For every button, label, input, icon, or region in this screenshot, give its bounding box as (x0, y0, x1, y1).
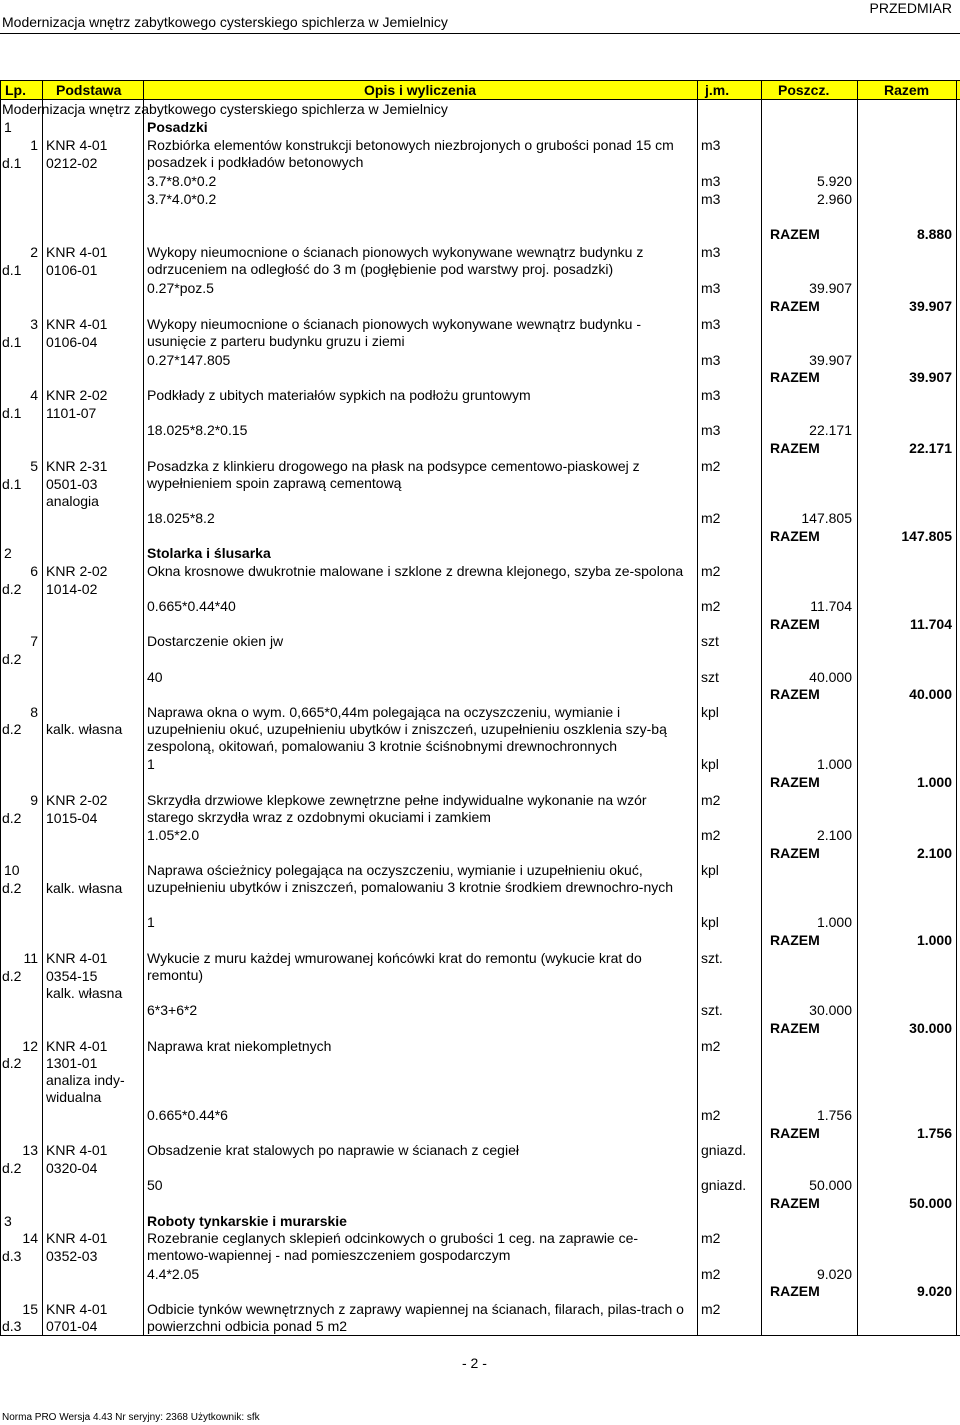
grid-line (143, 80, 144, 1335)
item-podstawa: analogia (46, 493, 99, 509)
item-podstawa: KNR 4-01 (46, 950, 108, 966)
calc-unit: m3 (701, 280, 721, 296)
item-podstawa: 0212-02 (46, 155, 98, 171)
razem-value: 50.000 (909, 1195, 952, 1211)
calc-value: 30.000 (809, 1002, 852, 1018)
calc-value: 1.000 (816, 756, 852, 772)
calc-unit: m2 (701, 598, 721, 614)
item-podstawa: KNR 2-02 (46, 792, 108, 808)
item-unit: m3 (701, 387, 721, 403)
calc-unit: kpl (701, 756, 719, 772)
column-header-row (0, 80, 960, 100)
calc-expression: 1.05*2.0 (147, 827, 200, 843)
item-lp: 11 (23, 950, 38, 966)
section-title: Posadzki (147, 119, 208, 135)
calc-expression: 50 (147, 1177, 163, 1193)
calc-unit: kpl (701, 914, 719, 930)
calc-value: 5.920 (816, 173, 852, 189)
header-divider (0, 33, 960, 34)
section-number: 3 (4, 1213, 12, 1229)
item-section-ref: d.1 (2, 334, 22, 350)
item-podstawa: KNR 4-01 (46, 244, 108, 260)
page-number: - 2 - (462, 1355, 487, 1371)
software-footer: Norma PRO Wersja 4.43 Nr seryjny: 2368 Użytkownik: sfk (2, 1412, 260, 1423)
item-description: Naprawa krat niekompletnych (147, 1038, 332, 1054)
calc-expression: 1 (147, 914, 155, 930)
calc-unit: gniazd. (701, 1177, 747, 1193)
item-description: Odbicie tynków wewnętrznych z zaprawy wapiennej na ścianach, filarach, pilas-trach o powierzchni odbicia ponad 5 m2 (147, 1301, 684, 1334)
razem-label: RAZEM (770, 774, 820, 790)
item-podstawa: KNR 4-01 (46, 316, 108, 332)
razem-value: 40.000 (909, 686, 952, 702)
item-podstawa: analiza indy- (46, 1072, 125, 1088)
item-unit: m3 (701, 316, 721, 332)
grid-line (697, 80, 698, 1335)
razem-value: 9.020 (916, 1283, 952, 1299)
calc-value: 39.907 (809, 280, 852, 296)
section-number: 1 (4, 119, 12, 135)
item-lp: 7 (30, 633, 38, 649)
razem-value: 2.100 (916, 845, 952, 861)
doc-type: PRZEDMIAR (869, 0, 952, 16)
item-description: Naprawa ościeżnicy polegająca na oczyszczeniu, wymianie i uzupełnieniu okuć, uzupełnieniu ubytków i zniszczeń, pomalowaniu 3 krotnie środkiem drewnochro-nych (147, 862, 674, 895)
calc-unit: m2 (701, 1107, 721, 1123)
razem-label: RAZEM (770, 845, 820, 861)
calc-unit: m2 (701, 1266, 721, 1282)
razem-value: 39.907 (909, 298, 952, 314)
calc-unit: m3 (701, 422, 721, 438)
razem-value: 147.805 (901, 528, 952, 544)
razem-label: RAZEM (770, 369, 820, 385)
item-podstawa: KNR 4-01 (46, 1301, 108, 1317)
item-unit: m2 (701, 1301, 721, 1317)
razem-label: RAZEM (770, 932, 820, 948)
razem-label: RAZEM (770, 1020, 820, 1036)
section-title: Roboty tynkarskie i murarskie (147, 1213, 347, 1229)
item-description: Wykucie z muru każdej wmurowanej końcówki krat do remontu (wykucie krat do remontu) (147, 950, 642, 983)
item-unit: m2 (701, 563, 721, 579)
item-podstawa: 0501-03 (46, 476, 98, 492)
item-unit: m2 (701, 1230, 721, 1246)
calc-value: 2.100 (816, 827, 852, 843)
calc-unit: m3 (701, 352, 721, 368)
razem-value: 11.704 (909, 616, 952, 632)
item-podstawa: KNR 4-01 (46, 1038, 108, 1054)
razem-value: 1.000 (916, 932, 952, 948)
item-lp: 14 (22, 1230, 38, 1246)
item-podstawa: 1015-04 (46, 810, 98, 826)
calc-unit: m2 (701, 510, 721, 526)
calc-expression: 18.025*8.2*0.15 (147, 422, 248, 438)
item-podstawa: 0701-04 (46, 1318, 98, 1334)
grid-line (761, 80, 762, 1335)
item-description: Rozbiórka elementów konstrukcji betonowych niezbrojonych o grubości ponad 15 cm posadzek i podkładów betonowych (147, 137, 674, 170)
item-unit: m2 (701, 792, 721, 808)
item-podstawa: KNR 2-02 (46, 563, 108, 579)
razem-value: 39.907 (909, 369, 952, 385)
item-section-ref: d.3 (2, 1318, 22, 1334)
item-unit: szt. (701, 950, 723, 966)
item-lp: 12 (22, 1038, 38, 1054)
item-lp: 2 (30, 244, 38, 260)
calc-expression: 4.4*2.05 (147, 1266, 200, 1282)
item-lp: 5 (30, 458, 38, 474)
calc-unit: szt (701, 669, 719, 685)
item-description: Wykopy nieumocnione o ścianach pionowych wykonywane wewnątrz budynku z odrzuceniem na odległość do 3 m (pogłębienie pod warstwy proj. posadzki) (147, 244, 644, 277)
item-description: Skrzydła drzwiowe klepkowe zewnętrzne pełne indywidualne wykonanie na wzór starego skrzydła wraz z ozdobnymi okuciami i zamkiem (147, 792, 647, 825)
item-podstawa: 1014-02 (46, 581, 98, 597)
calc-unit: m3 (701, 173, 721, 189)
item-unit: kpl (701, 862, 719, 878)
item-podstawa: 0106-01 (46, 262, 98, 278)
item-podstawa: KNR 4-01 (46, 137, 108, 153)
item-unit: szt (701, 633, 719, 649)
calc-value: 22.171 (809, 422, 852, 438)
item-unit: m3 (701, 137, 721, 153)
calc-value: 40.000 (809, 669, 852, 685)
item-podstawa: KNR 2-31 (46, 458, 108, 474)
item-unit: gniazd. (701, 1142, 747, 1158)
item-section-ref: d.3 (2, 1248, 22, 1264)
calc-expression: 0.27*poz.5 (147, 280, 214, 296)
calc-value: 147.805 (801, 510, 852, 526)
col-jm: j.m. (705, 82, 730, 98)
item-lp: 6 (30, 563, 38, 579)
item-description: Naprawa okna o wym. 0,665*0,44m polegająca na oczyszczeniu, wymianie i uzupełnieniu okuć, uzupełnieniu ubytków i zniszczeń, uzupełnieniu oszklenia szy-bą zespoloną, okitowań, pomalowaniu 3 krotnie ściśnobnymi drewnochronnych (147, 704, 667, 754)
item-section-ref: d.2 (2, 1055, 22, 1071)
item-description: Wykopy nieumocnione o ścianach pionowych wykonywane wewnątrz budynku - usunięcie z parteru budynku gruzu i ziemi (147, 316, 642, 349)
calc-value: 39.907 (809, 352, 852, 368)
calc-unit: szt. (701, 1002, 723, 1018)
item-podstawa: kalk. własna (46, 985, 123, 1001)
calc-value: 1.000 (816, 914, 852, 930)
item-unit: m2 (701, 1038, 721, 1054)
col-podstawa: Podstawa (56, 82, 122, 98)
item-unit: m3 (701, 244, 721, 260)
item-podstawa: 1301-01 (46, 1055, 98, 1071)
razem-value: 1.756 (916, 1125, 952, 1141)
item-podstawa: 1101-07 (46, 405, 97, 421)
item-lp: 4 (30, 387, 38, 403)
section-title: Stolarka i ślusarka (147, 545, 271, 561)
item-lp: 15 (22, 1301, 38, 1317)
item-section-ref: d.2 (2, 880, 22, 896)
calc-unit: m3 (701, 191, 721, 207)
item-podstawa: KNR 4-01 (46, 1142, 108, 1158)
item-lp: 13 (22, 1142, 38, 1158)
razem-label: RAZEM (770, 616, 820, 632)
razem-label: RAZEM (770, 440, 820, 456)
calc-expression: 6*3+6*2 (147, 1002, 198, 1018)
razem-value: 1.000 (916, 774, 952, 790)
item-section-ref: d.2 (2, 968, 22, 984)
item-podstawa: 0352-03 (46, 1248, 98, 1264)
item-unit: kpl (701, 704, 719, 720)
item-section-ref: d.2 (2, 581, 22, 597)
col-poszcz: Poszcz. (778, 82, 830, 98)
calc-expression: 40 (147, 669, 163, 685)
item-lp: 3 (30, 316, 38, 332)
item-podstawa: 0320-04 (46, 1160, 98, 1176)
item-description: Obsadzenie krat stalowych po naprawie w ścianach z cegieł (147, 1142, 519, 1158)
calc-value: 50.000 (809, 1177, 852, 1193)
item-podstawa: KNR 2-02 (46, 387, 108, 403)
item-section-ref: d.2 (2, 810, 22, 826)
item-description: Posadzka z klinkieru drogowego na płask na podsypce cementowo-piaskowej z wypełnieniem spoin zaprawą cementową (147, 458, 640, 491)
item-section-ref: d.1 (2, 405, 22, 421)
razem-label: RAZEM (770, 298, 820, 314)
col-opis: Opis i wyliczenia (364, 82, 477, 98)
grid-line (857, 80, 858, 1335)
col-lp: Lp. (5, 82, 26, 98)
razem-label: RAZEM (770, 1125, 820, 1141)
item-podstawa: KNR 4-01 (46, 1230, 108, 1246)
item-section-ref: d.1 (2, 155, 22, 171)
item-section-ref: d.2 (2, 651, 22, 667)
calc-unit: m2 (701, 827, 721, 843)
item-section-ref: d.2 (2, 721, 22, 737)
item-section-ref: d.1 (2, 262, 22, 278)
calc-expression: 1 (147, 756, 155, 772)
calc-expression: 0.27*147.805 (147, 352, 231, 368)
razem-label: RAZEM (770, 1283, 820, 1299)
item-description: Dostarczenie okien jw (147, 633, 284, 649)
calc-expression: 3.7*8.0*0.2 (147, 173, 217, 189)
razem-value: 22.171 (909, 440, 952, 456)
item-section-ref: d.1 (2, 476, 22, 492)
item-description: Podkłady z ubitych materiałów sypkich na podłożu gruntowym (147, 387, 531, 403)
grid-line (42, 80, 43, 1335)
razem-label: RAZEM (770, 226, 820, 242)
item-description: Okna krosnowe dwukrotnie malowane i szklone z drewna klejonego, szyba ze-spolona (147, 563, 684, 579)
table-bottom-line (0, 1335, 960, 1336)
calc-value: 11.704 (810, 598, 852, 614)
calc-expression: 0.665*0.44*6 (147, 1107, 228, 1123)
razem-value: 30.000 (909, 1020, 952, 1036)
item-podstawa: 0354-15 (46, 968, 98, 984)
item-lp: 1 (30, 137, 38, 153)
item-description: Rozebranie ceglanych sklepień odcinkowych o grubości 1 ceg. na zaprawie ce-mentowo-wapiennej - nad pomieszczeniem gospodarczym (147, 1230, 639, 1263)
item-lp: 10 (4, 862, 20, 878)
item-lp: 9 (30, 792, 38, 808)
calc-expression: 18.025*8.2 (147, 510, 215, 526)
razem-value: 8.880 (916, 226, 952, 242)
razem-label: RAZEM (770, 528, 820, 544)
doc-title: Modernizacja wnętrz zabytkowego cysterskiego spichlerza w Jemielnicy (2, 14, 448, 30)
calc-expression: 3.7*4.0*0.2 (147, 191, 217, 207)
item-podstawa: 0106-04 (46, 334, 98, 350)
col-razem: Razem (884, 82, 930, 98)
section-number: 2 (4, 545, 12, 561)
grid-line (956, 80, 957, 1335)
project-title: Modernizacja wnętrz zabytkowego cysterskiego spichlerza w Jemielnicy (2, 101, 448, 117)
item-lp: 8 (30, 704, 38, 720)
calc-value: 1.756 (816, 1107, 852, 1123)
razem-label: RAZEM (770, 686, 820, 702)
item-podstawa: kalk. własna (46, 721, 123, 737)
item-section-ref: d.2 (2, 1160, 22, 1176)
item-unit: m2 (701, 458, 721, 474)
item-podstawa: kalk. własna (46, 880, 123, 896)
calc-expression: 0.665*0.44*40 (147, 598, 236, 614)
item-podstawa: widualna (46, 1089, 102, 1105)
calc-value: 2.960 (816, 191, 852, 207)
razem-label: RAZEM (770, 1195, 820, 1211)
calc-value: 9.020 (816, 1266, 852, 1282)
